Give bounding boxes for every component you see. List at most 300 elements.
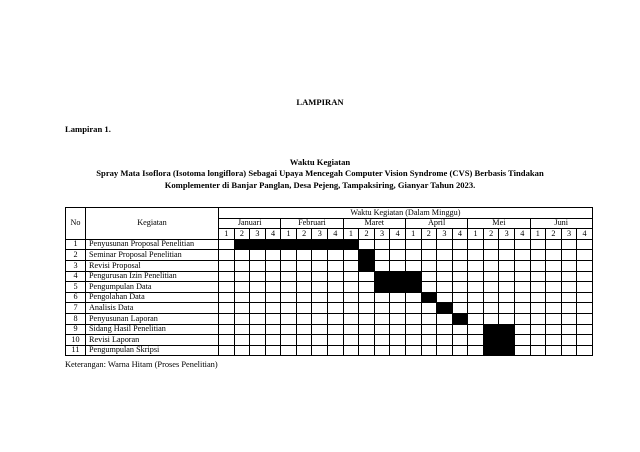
schedule-cell (405, 324, 421, 335)
schedule-cell (452, 250, 468, 261)
row-no: 5 (66, 282, 86, 293)
schedule-cell (328, 260, 344, 271)
schedule-cell (296, 292, 312, 303)
schedule-cell (546, 271, 562, 282)
schedule-cell (296, 313, 312, 324)
schedule-cell (359, 292, 375, 303)
schedule-cell (250, 345, 266, 356)
title-line-3: Komplementer di Banjar Panglan, Desa Pejeng, Tampaksiring, Gianyar Tahun 2023. (164, 180, 476, 190)
week-header: 2 (421, 229, 437, 240)
row-kegiatan: Pengolahan Data (86, 292, 219, 303)
schedule-cell (390, 250, 406, 261)
schedule-cell (234, 250, 250, 261)
schedule-cell (390, 313, 406, 324)
schedule-cell (405, 303, 421, 314)
header-waktu: Waktu Kegiatan (Dalam Minggu) (219, 208, 593, 219)
schedule-cell (405, 250, 421, 261)
schedule-cell (405, 345, 421, 356)
schedule-cell (437, 260, 453, 271)
schedule-cell (546, 324, 562, 335)
week-header: 2 (483, 229, 499, 240)
schedule-cell (546, 282, 562, 293)
month-header: Maret (343, 218, 405, 229)
schedule-cell (343, 303, 359, 314)
schedule-cell (452, 324, 468, 335)
row-no: 1 (66, 239, 86, 250)
schedule-cell (328, 324, 344, 335)
schedule-cell (312, 345, 328, 356)
schedule-cell (405, 313, 421, 324)
schedule-cell-filled (405, 271, 421, 282)
schedule-cell (265, 250, 281, 261)
schedule-cell (499, 292, 515, 303)
schedule-cell (468, 345, 484, 356)
schedule-cell (483, 260, 499, 271)
schedule-cell (421, 335, 437, 346)
schedule-cell (219, 239, 235, 250)
row-kegiatan: Analisis Data (86, 303, 219, 314)
week-header: 1 (281, 229, 297, 240)
schedule-cell (452, 260, 468, 271)
schedule-cell (250, 260, 266, 271)
schedule-cell-filled (296, 239, 312, 250)
schedule-cell (530, 250, 546, 261)
schedule-cell (374, 303, 390, 314)
schedule-cell (514, 271, 530, 282)
schedule-cell (437, 282, 453, 293)
schedule-cell (281, 260, 297, 271)
schedule-cell (452, 303, 468, 314)
schedule-cell-filled (234, 239, 250, 250)
schedule-cell (359, 324, 375, 335)
schedule-cell-filled (483, 324, 499, 335)
schedule-cell (390, 335, 406, 346)
schedule-cell (390, 260, 406, 271)
week-header: 2 (546, 229, 562, 240)
schedule-cell (312, 271, 328, 282)
schedule-cell (219, 282, 235, 293)
schedule-cell (561, 335, 577, 346)
schedule-cell (468, 303, 484, 314)
schedule-cell (577, 345, 593, 356)
week-header: 3 (437, 229, 453, 240)
week-header: 4 (328, 229, 344, 240)
schedule-cell (390, 239, 406, 250)
month-header: Juni (530, 218, 592, 229)
schedule-cell (546, 250, 562, 261)
schedule-cell (265, 313, 281, 324)
row-kegiatan: Sidang Hasil Penelitian (86, 324, 219, 335)
week-header: 3 (561, 229, 577, 240)
schedule-cell (499, 313, 515, 324)
schedule-cell (296, 271, 312, 282)
schedule-cell-filled (374, 282, 390, 293)
schedule-cell (219, 345, 235, 356)
schedule-cell (468, 282, 484, 293)
schedule-cell (328, 271, 344, 282)
schedule-cell (483, 250, 499, 261)
schedule-cell (577, 313, 593, 324)
schedule-cell (328, 313, 344, 324)
schedule-cell (312, 313, 328, 324)
schedule-cell (437, 271, 453, 282)
schedule-cell (328, 345, 344, 356)
schedule-cell (328, 250, 344, 261)
schedule-cell (250, 313, 266, 324)
schedule-cell-filled (483, 335, 499, 346)
schedule-cell (374, 335, 390, 346)
month-header: Februari (281, 218, 343, 229)
month-header: Januari (219, 218, 281, 229)
schedule-cell-filled (421, 292, 437, 303)
schedule-cell (265, 303, 281, 314)
schedule-cell (343, 324, 359, 335)
schedule-cell (421, 250, 437, 261)
schedule-cell (468, 292, 484, 303)
schedule-cell (421, 271, 437, 282)
schedule-cell (219, 303, 235, 314)
schedule-cell (577, 250, 593, 261)
schedule-cell (546, 335, 562, 346)
schedule-cell (219, 313, 235, 324)
schedule-cell (437, 335, 453, 346)
schedule-cell (514, 324, 530, 335)
schedule-cell (561, 292, 577, 303)
row-no: 10 (66, 335, 86, 346)
row-no: 6 (66, 292, 86, 303)
header-kegiatan: Kegiatan (86, 208, 219, 240)
row-kegiatan: Penyusunan Laporan (86, 313, 219, 324)
schedule-cell (468, 239, 484, 250)
schedule-cell (374, 292, 390, 303)
week-header: 1 (219, 229, 235, 240)
row-no: 4 (66, 271, 86, 282)
table-row (66, 345, 593, 356)
schedule-cell-filled (265, 239, 281, 250)
page-heading: LAMPIRAN (296, 97, 344, 107)
month-header: April (405, 218, 467, 229)
schedule-cell (312, 335, 328, 346)
schedule-cell (499, 282, 515, 293)
schedule-cell (390, 292, 406, 303)
schedule-cell (281, 324, 297, 335)
schedule-cell (390, 345, 406, 356)
week-header: 4 (390, 229, 406, 240)
schedule-cell (265, 324, 281, 335)
table-row (66, 303, 593, 314)
schedule-cell (219, 250, 235, 261)
schedule-cell (561, 345, 577, 356)
schedule-cell (514, 292, 530, 303)
schedule-cell (483, 303, 499, 314)
schedule-cell (219, 292, 235, 303)
schedule-cell-filled (343, 239, 359, 250)
schedule-cell (265, 271, 281, 282)
schedule-cell (468, 250, 484, 261)
schedule-cell (343, 282, 359, 293)
schedule-cell (359, 335, 375, 346)
schedule-cell (250, 250, 266, 261)
schedule-cell (452, 282, 468, 293)
schedule-cell (250, 303, 266, 314)
schedule-cell (219, 324, 235, 335)
schedule-cell (452, 271, 468, 282)
schedule-cell (296, 303, 312, 314)
schedule-cell (577, 239, 593, 250)
row-no: 7 (66, 303, 86, 314)
schedule-cell (359, 282, 375, 293)
schedule-cell (234, 324, 250, 335)
table-row (66, 335, 593, 346)
schedule-cell (514, 303, 530, 314)
schedule-cell (405, 335, 421, 346)
schedule-cell (514, 282, 530, 293)
schedule-cell (359, 271, 375, 282)
schedule-cell (405, 239, 421, 250)
row-no: 11 (66, 345, 86, 356)
row-kegiatan: Pengurusan Izin Penelitian (86, 271, 219, 282)
row-no: 9 (66, 324, 86, 335)
schedule-cell (374, 324, 390, 335)
schedule-cell (546, 345, 562, 356)
schedule-cell (296, 260, 312, 271)
schedule-cell (452, 292, 468, 303)
schedule-cell (577, 303, 593, 314)
schedule-cell (530, 324, 546, 335)
schedule-cell (343, 271, 359, 282)
row-kegiatan: Revisi Laporan (86, 335, 219, 346)
week-header: 2 (296, 229, 312, 240)
schedule-cell (577, 282, 593, 293)
schedule-cell (499, 271, 515, 282)
week-header: 4 (514, 229, 530, 240)
schedule-cell-filled (405, 282, 421, 293)
schedule-cell (359, 303, 375, 314)
schedule-cell (343, 335, 359, 346)
schedule-cell (561, 239, 577, 250)
table-row (66, 324, 593, 335)
schedule-cell-filled (483, 345, 499, 356)
schedule-cell (499, 303, 515, 314)
title-line-1: Waktu Kegiatan (289, 157, 351, 167)
schedule-cell (296, 345, 312, 356)
schedule-cell (577, 324, 593, 335)
schedule-cell (514, 335, 530, 346)
schedule-cell (546, 303, 562, 314)
schedule-cell (374, 250, 390, 261)
schedule-cell (219, 260, 235, 271)
schedule-cell (546, 239, 562, 250)
schedule-cell (265, 335, 281, 346)
schedule-cell (328, 282, 344, 293)
schedule-cell (561, 303, 577, 314)
schedule-cell (514, 313, 530, 324)
schedule-cell (561, 282, 577, 293)
schedule-cell (374, 313, 390, 324)
schedule-cell (343, 345, 359, 356)
schedule-cell (374, 260, 390, 271)
table-row (66, 313, 593, 324)
schedule-cell-filled (499, 345, 515, 356)
schedule-cell (374, 345, 390, 356)
schedule-cell (546, 260, 562, 271)
schedule-cell (421, 303, 437, 314)
row-kegiatan: Seminar Proposal Penelitian (86, 250, 219, 261)
schedule-cell (546, 292, 562, 303)
schedule-cell (530, 303, 546, 314)
schedule-cell (281, 292, 297, 303)
schedule-cell (281, 313, 297, 324)
schedule-cell (437, 250, 453, 261)
schedule-cell (483, 292, 499, 303)
schedule-cell (421, 324, 437, 335)
schedule-cell (250, 335, 266, 346)
schedule-cell (250, 271, 266, 282)
schedule-cell (219, 271, 235, 282)
schedule-cell (468, 324, 484, 335)
week-header: 2 (359, 229, 375, 240)
schedule-cell (421, 260, 437, 271)
schedule-cell (234, 271, 250, 282)
schedule-cell (250, 324, 266, 335)
schedule-cell (312, 250, 328, 261)
week-header: 1 (405, 229, 421, 240)
schedule-cell (437, 345, 453, 356)
schedule-cell (296, 282, 312, 293)
schedule-cell (437, 324, 453, 335)
week-header: 4 (265, 229, 281, 240)
schedule-cell (328, 303, 344, 314)
schedule-cell (312, 260, 328, 271)
schedule-cell (514, 239, 530, 250)
schedule-cell (234, 345, 250, 356)
schedule-cell (483, 239, 499, 250)
schedule-cell (468, 313, 484, 324)
schedule-cell-filled (359, 250, 375, 261)
schedule-cell (499, 260, 515, 271)
schedule-cell (234, 313, 250, 324)
schedule-cell (577, 260, 593, 271)
schedule-cell (312, 292, 328, 303)
table-row (66, 292, 593, 303)
week-header: 1 (530, 229, 546, 240)
schedule-cell (561, 313, 577, 324)
schedule-cell (530, 292, 546, 303)
schedule-cell (577, 271, 593, 282)
schedule-cell (265, 292, 281, 303)
week-header: 4 (452, 229, 468, 240)
schedule-cell (312, 303, 328, 314)
schedule-cell (561, 271, 577, 282)
schedule-cell (219, 335, 235, 346)
schedule-cell (281, 250, 297, 261)
schedule-cell (343, 260, 359, 271)
schedule-cell-filled (312, 239, 328, 250)
schedule-cell (234, 335, 250, 346)
schedule-cell (577, 292, 593, 303)
schedule-cell-filled (499, 335, 515, 346)
schedule-cell (468, 335, 484, 346)
schedule-cell (514, 250, 530, 261)
schedule-cell (530, 313, 546, 324)
schedule-cell (483, 313, 499, 324)
schedule-cell-filled (390, 271, 406, 282)
schedule-cell (296, 250, 312, 261)
schedule-cell (328, 335, 344, 346)
schedule-cell-filled (374, 271, 390, 282)
schedule-cell (281, 271, 297, 282)
schedule-cell (421, 239, 437, 250)
schedule-cell (281, 335, 297, 346)
schedule-cell-filled (390, 282, 406, 293)
schedule-cell (234, 260, 250, 271)
schedule-cell-filled (281, 239, 297, 250)
week-header: 1 (343, 229, 359, 240)
schedule-cell (421, 313, 437, 324)
row-kegiatan: Pengumpulan Data (86, 282, 219, 293)
schedule-table (65, 207, 593, 356)
schedule-cell (452, 239, 468, 250)
schedule-cell-filled (452, 313, 468, 324)
schedule-cell (265, 282, 281, 293)
week-header: 2 (234, 229, 250, 240)
schedule-cell (359, 345, 375, 356)
schedule-cell (281, 303, 297, 314)
schedule-cell (405, 292, 421, 303)
schedule-cell (390, 303, 406, 314)
schedule-cell (483, 271, 499, 282)
schedule-cell (312, 282, 328, 293)
table-row (66, 282, 593, 293)
header-no: No (66, 208, 86, 240)
schedule-cell (437, 239, 453, 250)
schedule-cell (343, 292, 359, 303)
schedule-cell (530, 345, 546, 356)
schedule-cell (530, 260, 546, 271)
schedule-cell (250, 292, 266, 303)
legend-note: Keterangan: Warna Hitam (Proses Penelitian) (65, 360, 218, 369)
section-label: Lampiran 1. (65, 124, 111, 134)
schedule-cell (468, 260, 484, 271)
schedule-cell (343, 250, 359, 261)
schedule-cell (265, 345, 281, 356)
schedule-cell (452, 345, 468, 356)
schedule-cell (561, 324, 577, 335)
schedule-cell (374, 239, 390, 250)
schedule-cell (312, 324, 328, 335)
schedule-cell (437, 313, 453, 324)
schedule-cell (561, 260, 577, 271)
schedule-cell (234, 282, 250, 293)
month-header: Mei (468, 218, 530, 229)
schedule-cell-filled (359, 260, 375, 271)
schedule-cell (468, 271, 484, 282)
schedule-cell (234, 303, 250, 314)
schedule-cell (328, 292, 344, 303)
schedule-cell (234, 292, 250, 303)
schedule-cell (250, 282, 266, 293)
week-header: 3 (374, 229, 390, 240)
schedule-cell (281, 345, 297, 356)
schedule-cell-filled (437, 303, 453, 314)
schedule-cell (577, 335, 593, 346)
schedule-cell (514, 345, 530, 356)
schedule-cell (530, 335, 546, 346)
schedule-cell (359, 239, 375, 250)
row-no: 8 (66, 313, 86, 324)
schedule-cell (421, 345, 437, 356)
schedule-cell (265, 260, 281, 271)
